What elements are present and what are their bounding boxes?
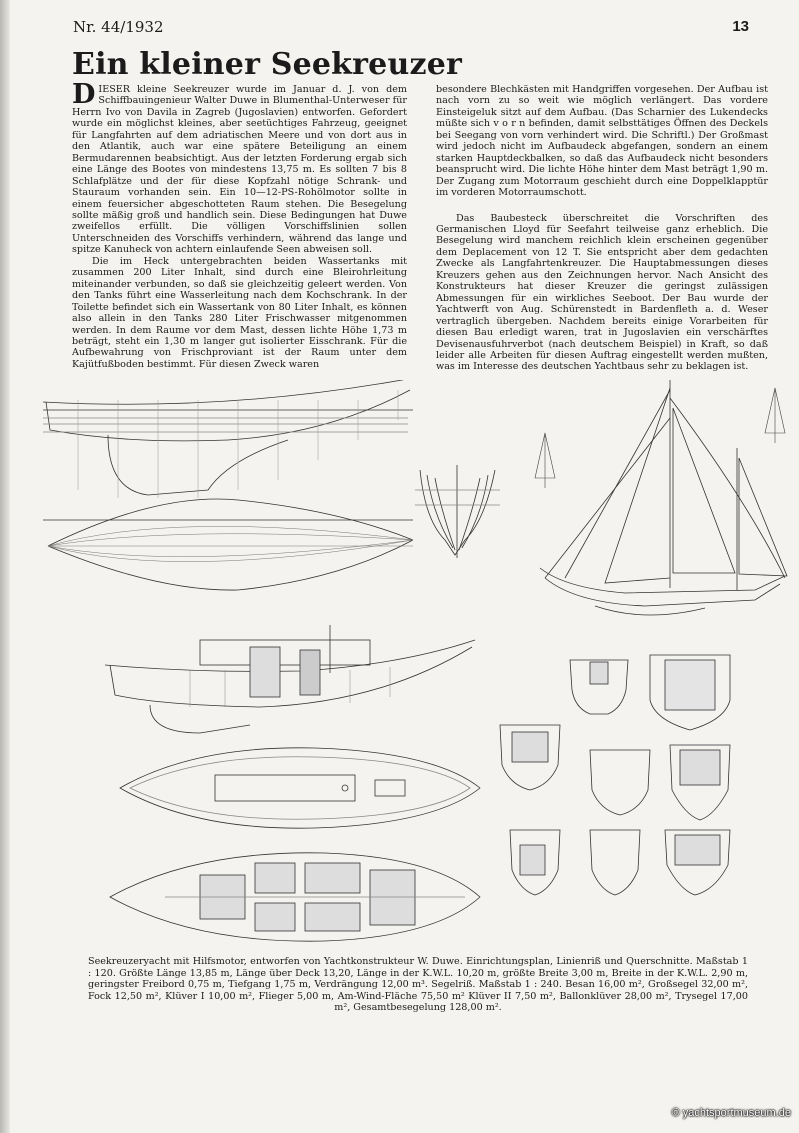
text-column-left xyxy=(72,79,407,370)
text-column-right xyxy=(436,84,768,373)
paragraph: Das Baubesteck überschreitet die Vorschriften des Germanischen Lloyd für Seefahrt teilweise ganz erheblich. Die Besegelung wird manchem reichlich klein erscheinen gegenüber dem Deplacement von 12 T. Sie entspricht aber dem gedachten Zwecke als Langfahrtenkreuzer. Die Hauptabmessungen dieses Kreuzers gehen aus den Zeichnungen hervor. Nach Ansicht des Konstrukteurs hat dieser Kreuzer die geringst zulässigen Abmessungen für ein wirkliches Seeboot. Der Bau wurde der Yachtwerft von Aug. Schürenstedt in Bardenfleth a. d. Weser vertraglich übergeben. Nachdem bereits einige Vorarbeiten für diesen Bau erledigt waren, trat in Jugoslavien ein verschärftes Devisenausfuhrverbot (nach deutschem Beispiel) in Kraft, so daß leider alle Arbeiten für diesen Auftrag eingestellt werden mußten, was im Interesse des deutschen Yachtbaus sehr zu beklagen ist. xyxy=(436,212,768,373)
watermark-credit: © yachtsportmuseum.de xyxy=(671,1107,791,1119)
paragraph: besondere Blechkästen mit Handgriffen vorgesehen. Der Aufbau ist nach vorn zu so weit wie möglich verlängert. Das vordere Einsteigeluk sitzt auf dem Aufbau. (Das Scharnier des Lukendecks müßte sich v o r n befinden, damit selbsttätiges Öffnen des Deckels bei Seegang von vorn verhindert wird. Die Schriftl.) Der Großmast wird jedoch nicht im Aufbaudeck abgefangen, sondern an einem starken Hauptdeckbalken, so daß das Aufbaudeck nicht besonders beansprucht wird. Die lichte Höhe hinter dem Mast beträgt 1,90 m. Der Zugang zum Motorraum geschieht durch eine Doppelklapptür im vorderen Motorraumschott. xyxy=(436,84,768,199)
sail-plan-drawing xyxy=(505,378,795,628)
page-edge-shadow xyxy=(0,0,10,1133)
figure-caption: Seekreuzeryacht mit Hilfsmotor, entworfen von Yachtkonstrukteur W. Duwe. Einrichtungsplan, Linienriß und Querschnitte. Maßstab 1 : 120. Größte Länge 13,85 m, Länge über Deck 13,20, Länge in der K.W.L. 10,20 m, größte Breite 3,00 m, Breite in der K.W.L. 2,90 m, geringster Freibord 0,75 m, Tiefgang 1,75 m, Verdrängung 12,00 m³. Segelriß. Maßstab 1 : 240. Besan 16,00 m², Großsegel 32,00 m², Fock 12,50 m², Klüver I 10,00 m², Flieger 5,00 m, Am-Wind-Fläche 75,50 m² Klüver II 7,50 m², Ballonklüver 28,00 m², Trysegel 17,00 m², Gesamtbesegelung 128,00 m². xyxy=(88,956,748,1014)
page-number: 13 xyxy=(732,18,749,35)
cross-sections-drawing xyxy=(490,650,765,950)
body-plan-drawing xyxy=(415,460,500,560)
interior-plan-drawing xyxy=(105,845,485,950)
paragraph: Die im Heck untergebrachten beiden Wassertanks mit zusammen 200 Liter Inhalt, sind durch eine Bleirohrleitung miteinander verbunden, so daß sie gleichzeitig geleert werden. Von den Tanks führt eine Wasserleitung nach dem Kochschrank. In der Toilette befindet sich ein Wassertank von 80 Liter Inhalt, es können also allein in den Tanks 280 Liter Frischwasser mitgenommen werden. In dem Raume vor dem Mast, dessen lichte Höhe 1,73 m beträgt, steht ein 1,30 m langer gut isolierter Eisschrank. Für die Aufbewahrung von Frischproviant ist der Raum unter dem Kajütfußboden bestimmt. Für diesen Zweck waren xyxy=(72,255,407,370)
paragraph xyxy=(72,79,407,256)
article-title: Ein kleiner Seekreuzer xyxy=(72,47,462,82)
lines-plan-drawing xyxy=(38,380,418,600)
accommodation-profile-drawing xyxy=(100,625,480,735)
drop-cap: D xyxy=(72,79,96,110)
issue-number: Nr. 44/1932 xyxy=(73,18,164,36)
paragraph-text: IESER kleine Seekreuzer wurde im Januar d. J. von dem Schiffbauingenieur Walter Duwe in Blumenthal-Unterweser für Herrn Ivo von Davila in Zagreb (Jugoslavien) entworfen. Gefordert wurde ein möglichst kleines, aber seetüchtiges Fahrzeug, geeignet für Langfahrten auf dem adriatischen Meere und von dort aus in den Atlantik, auch war eine spätere Beteiligung an einem Bermudarennen beabsichtigt. Aus der letzten Forderung ergab sich eine Länge des Bootes von mindestens 13,75 m. Es sollten 7 bis 8 Schlafplätze und der für diese Kopfzahl nötige Schrank- und Stauraum vorhanden sein. Ein 10—12-PS-Rohölmotor sollte in einem feuersicher abgeschotteten Raum stehen. Die Besegelung sollte mäßig groß und handlich sein. Diese Bedingungen hat Duwe zweifellos erfüllt. Die völligen Vorschiffslinien sollen Unterschneiden des Vorschiffs verhindern, während das lange und spitze Kanuheck von achtern einlaufende Seen abweisen soll. xyxy=(72,84,407,256)
deck-plan-drawing xyxy=(115,740,485,835)
